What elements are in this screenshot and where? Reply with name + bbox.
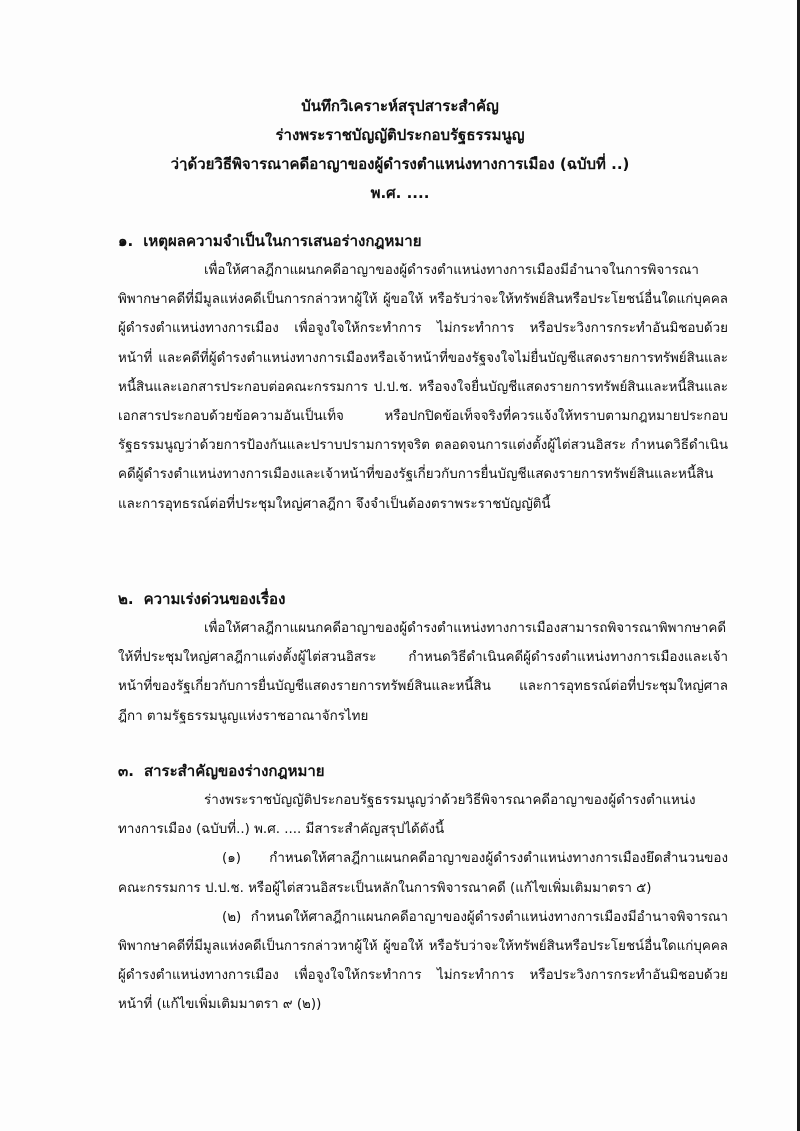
section-3-number: ๓. — [118, 762, 134, 780]
title-line-2: ร่างพระราชบัญญัติประกอบรัฐธรรมนูญ — [275, 126, 525, 144]
title-line-4: พ.ศ. .... — [370, 184, 430, 202]
section-3-heading — [118, 756, 728, 786]
section-1 — [118, 226, 728, 519]
section-2-heading — [118, 584, 728, 614]
section-2-paragraph: เพื่อให้ศาลฎีกาแผนกคดีอาญาของผู้ดำรงตำแหน่งทางการเมืองสามารถพิจารณาพิพากษาคดี ให้ที่ประชุมใหญ่ศาลฎีกาแต่งตั้งผู้ไต่สวนอิสระ กำหนดวิธีดำเนินคดีผู้ดำรงตำแหน่งทางการเมืองและเจ้าหน้าที่ของรัฐเกี่ยวกับการยื่นบัญชีแสดงรายการทรัพย์สินและหนี้สิน และการอุทธรณ์ต่อที่ประชุมใหญ่ศาลฎีกา ตามรัฐธรรมนูญแห่งราชอาณาจักรไทย — [118, 621, 728, 724]
section-1-paragraph: เพื่อให้ศาลฎีกาแผนกคดีอาญาของผู้ดำรงตำแหน่งทางการเมืองมีอำนาจในการพิจารณาพิพากษาคดีที่มีมูลแห่งคดีเป็นการกล่าวหาผู้ให้ ผู้ขอให้ หรือรับว่าจะให้ทรัพย์สินหรือประโยชน์อื่นใดแก่บุคคลผู้ดำรงตำแหน่งทางการเมือง เพื่อจูงใจให้กระทำการ ไม่กระทำการ หรือประวิงการกระทำอันมิชอบด้วยหน้าที่ และคดีที่ผู้ดำรงตำแหน่งทางการเมืองหรือเจ้าหน้าที่ของรัฐจงใจไม่ยื่นบัญชีแสดงรายการทรัพย์สินและหนี้สินและเอกสารประกอบต่อคณะกรรมการ ป.ป.ช. หรือจงใจยื่นบัญชีแสดงรายการทรัพย์สินและหนี้สินและเอกสารประกอบด้วยข้อความอันเป็นเท็จ หรือปกปิดข้อเท็จจริงที่ควรแจ้งให้ทราบตามกฎหมายประกอบรัฐธรรมนูญว่าด้วยการป้องกันและปราบปรามการทุจริต ตลอดจนการแต่งตั้งผู้ไต่สวนอิสระ กำหนดวิธีดำเนินคดีผู้ดำรงตำแหน่งทางการเมืองและเจ้าหน้าที่ของรัฐเกี่ยวกับการยื่นบัญชีแสดงรายการทรัพย์สินและหนี้สิน และการอุทธรณ์ต่อที่ประชุมใหญ่ศาลฎีกา จึงจำเป็นต้องตราพระราชบัญญัตินี้ — [118, 263, 728, 512]
section-3 — [118, 756, 728, 1020]
title-line-1: บันทึกวิเคราะห์สรุปสาระสำคัญ — [301, 97, 499, 115]
section-3-item-1: (๑) กำหนดให้ศาลฎีกาแผนกคดีอาญาของผู้ดำรงตำแหน่งทางการเมืองยึดสำนวนของคณะกรรมการ ป.ป.ช. หรือผู้ไต่สวนอิสระเป็นหลักในการพิจารณาคดี (แก้ไขเพิ่มเติมมาตรา ๕) — [118, 851, 728, 896]
title-line-3: ว่าด้วยวิธีพิจารณาคดีอาญาของผู้ดำรงตำแหน่งทางการเมือง (ฉบับที่ ..) — [170, 155, 630, 173]
section-3-item-2: (๒) กำหนดให้ศาลฎีกาแผนกคดีอาญาของผู้ดำรงตำแหน่งทางการเมืองมีอำนาจพิจารณาพิพากษาคดีที่มีมูลแห่งคดีเป็นการกล่าวหาผู้ให้ ผู้ขอให้ หรือรับว่าจะให้ทรัพย์สินหรือประโยชน์อื่นใดแก่บุคคลผู้ดำรงตำแหน่งทางการเมือง เพื่อจูงใจให้กระทำการ ไม่กระทำการ หรือประวิงการกระทำอันมิชอบด้วยหน้าที่ (แก้ไขเพิ่มเติมมาตรา ๙ (๒)) — [118, 909, 728, 1013]
section-3-title: สาระสำคัญของร่างกฎหมาย — [143, 762, 325, 780]
section-2-number: ๒. — [118, 590, 134, 608]
document-title-block — [0, 92, 800, 208]
section-2 — [118, 584, 728, 731]
section-3-intro-paragraph: ร่างพระราชบัญญัติประกอบรัฐธรรมนูญว่าด้วยวิธีพิจารณาคดีอาญาของผู้ดำรงตำแหน่งทางการเมือง (ฉบับที่..) พ.ศ. .... มีสาระสำคัญสรุปได้ดังนี้ — [118, 793, 696, 838]
section-1-title: เหตุผลความจำเป็นในการเสนอร่างกฎหมาย — [143, 232, 422, 250]
section-1-number: ๑. — [118, 232, 134, 250]
section-2-title: ความเร่งด่วนของเรื่อง — [143, 590, 286, 608]
section-1-heading — [118, 226, 728, 256]
